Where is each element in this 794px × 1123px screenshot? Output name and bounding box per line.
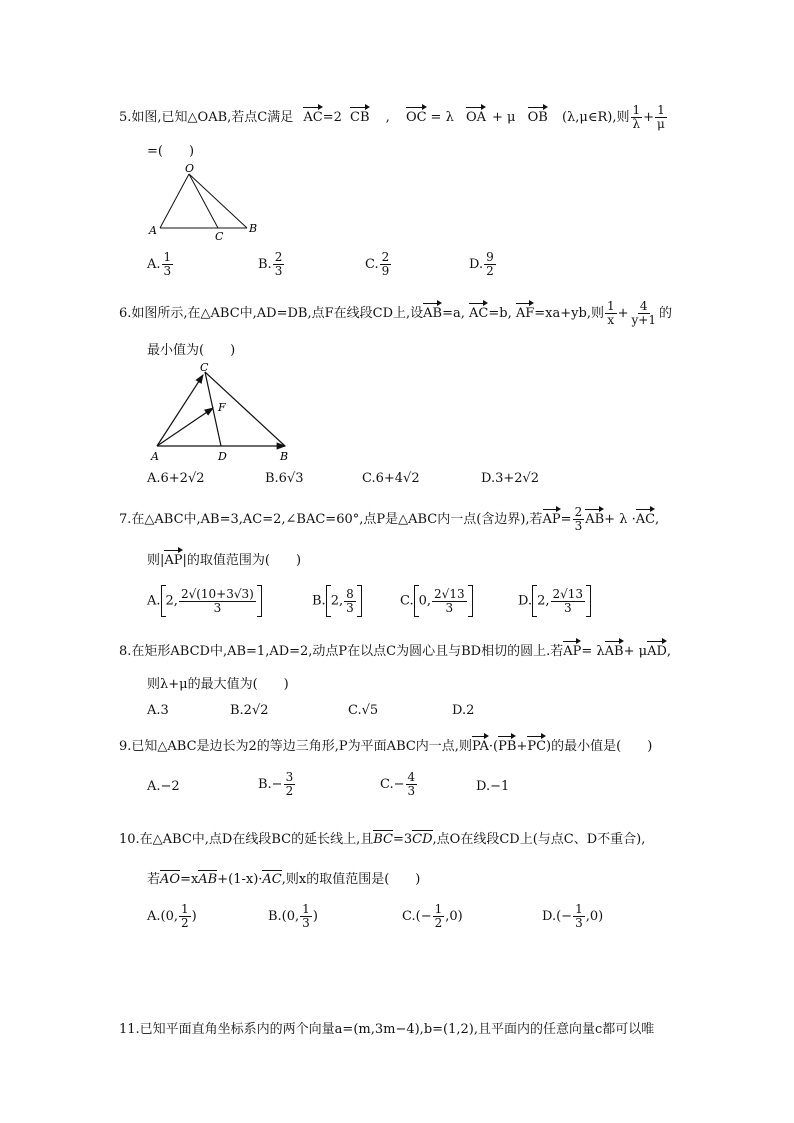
q9-stem: 9.已知△ABC是边长为2的等边三角形,P为平面ABC内一点,则PA·(PB+PC)的最小值是( ) [119,733,652,754]
q9-option-c: C.− $\frac{4}{3}$ [380,770,416,798]
q5-option-c: C. $\frac{2}{9}$ [365,250,390,278]
q10-option-b: B.(0, $\frac{1}{3}$ ) [268,902,318,930]
q10-stem: 10.在△ABC中,点D在线段BC的延长线上,且BC=3CD,点O在线段CD上(与点C、D不重合), [119,832,646,847]
q7-option-d: D. 2, $\frac{2√13}{3}$ [518,585,591,617]
q5-label-a: A [149,224,157,237]
q9-option-d: D.−1 [476,779,510,794]
q6-figure [145,360,295,465]
q6-line2: 最小值为( ) [147,343,236,358]
q6-option-c: C.6+4√2 [362,471,420,486]
q10-option-a: A.(0, $\frac{1}{2}$ ) [147,902,197,930]
q5-option-a: A. $\frac{1}{3}$ [147,250,172,278]
q7-option-c: C. 0, $\frac{2√13}{3}$ [400,585,473,617]
q5-option-d: D. $\frac{9}{2}$ [469,250,494,278]
q10-line2: 若AO=xAB+(1-x)·AC,则x的取值范围是( ) [147,872,421,887]
q5-option-b: B. $\frac{2}{3}$ [258,250,283,278]
q8-option-b: B.2√2 [230,703,269,718]
q6-option-b: B.6√3 [265,471,304,486]
q10-option-c: C.(− $\frac{1}{2}$ ,0) [402,902,463,930]
q5-stem: 5.如图,已知△OAB,若点C满足 AC=2 CB , OC = λ OA + μ OB (λ,μ∈R),则 $\frac{1}{\lambda}$ + $\frac{1}{\mu}$ [119,103,665,131]
q8-option-c: C.√5 [348,703,379,718]
q6-label-b: B [280,450,289,463]
q7-line2: 则|AP|的取值范围为( ) [147,547,301,568]
q6-label-d: D [218,450,227,463]
q9-option-a: A.−2 [147,779,180,794]
q7-option-a: A. 2, $\frac{2√(10+3√3)}{3}$ [147,585,262,617]
q6-label-a: A [151,450,159,463]
q5-label-c: C [215,230,224,242]
q6-stem: 6.如图所示,在△ABC中,AD=DB,点F在线段CD上,设AB=a, AC=b, AF=xa+yb,则 $\frac{1}{x}$ + $\frac{4}{y+1}$ 的 [119,299,672,327]
q8-line2: 则λ+μ的最大值为( ) [147,677,289,692]
q7-option-b: B. 2, $\frac{8}{3}$ [312,585,362,617]
q5-label-b: B [249,222,258,235]
q8-option-a: A.3 [147,703,169,718]
q5-figure [145,160,265,242]
q10-option-d: D.(− $\frac{1}{3}$ ,0) [542,902,604,930]
q6-label-f: F [218,401,226,414]
q8-stem: 8.在矩形ABCD中,AB=1,AD=2,动点P在以点C为圆心且与BD相切的圆上.若AP= λAB+ μAD, [119,638,671,659]
q9-option-b: B.− $\frac{3}{2}$ [258,770,294,798]
q11-stem: 11.已知平面直角坐标系内的两个向量a=(m,3m−4),b=(1,2),且平面内的任意向量c都可以唯 [119,1022,655,1037]
q8-option-d: D.2 [452,703,475,718]
q6-option-d: D.3+2√2 [481,471,540,486]
q5-blank: =( ) [147,144,195,159]
q5-label-o: O [185,162,195,175]
q6-option-a: A.6+2√2 [147,471,205,486]
q7-stem: 7.在△ABC中,AB=3,AC=2,∠BAC=60°,点P是△ABC内一点(含边界),若AP= $\frac{2}{3}$ AB+ λ ·AC, [119,505,660,533]
q6-label-c: C [200,361,209,374]
